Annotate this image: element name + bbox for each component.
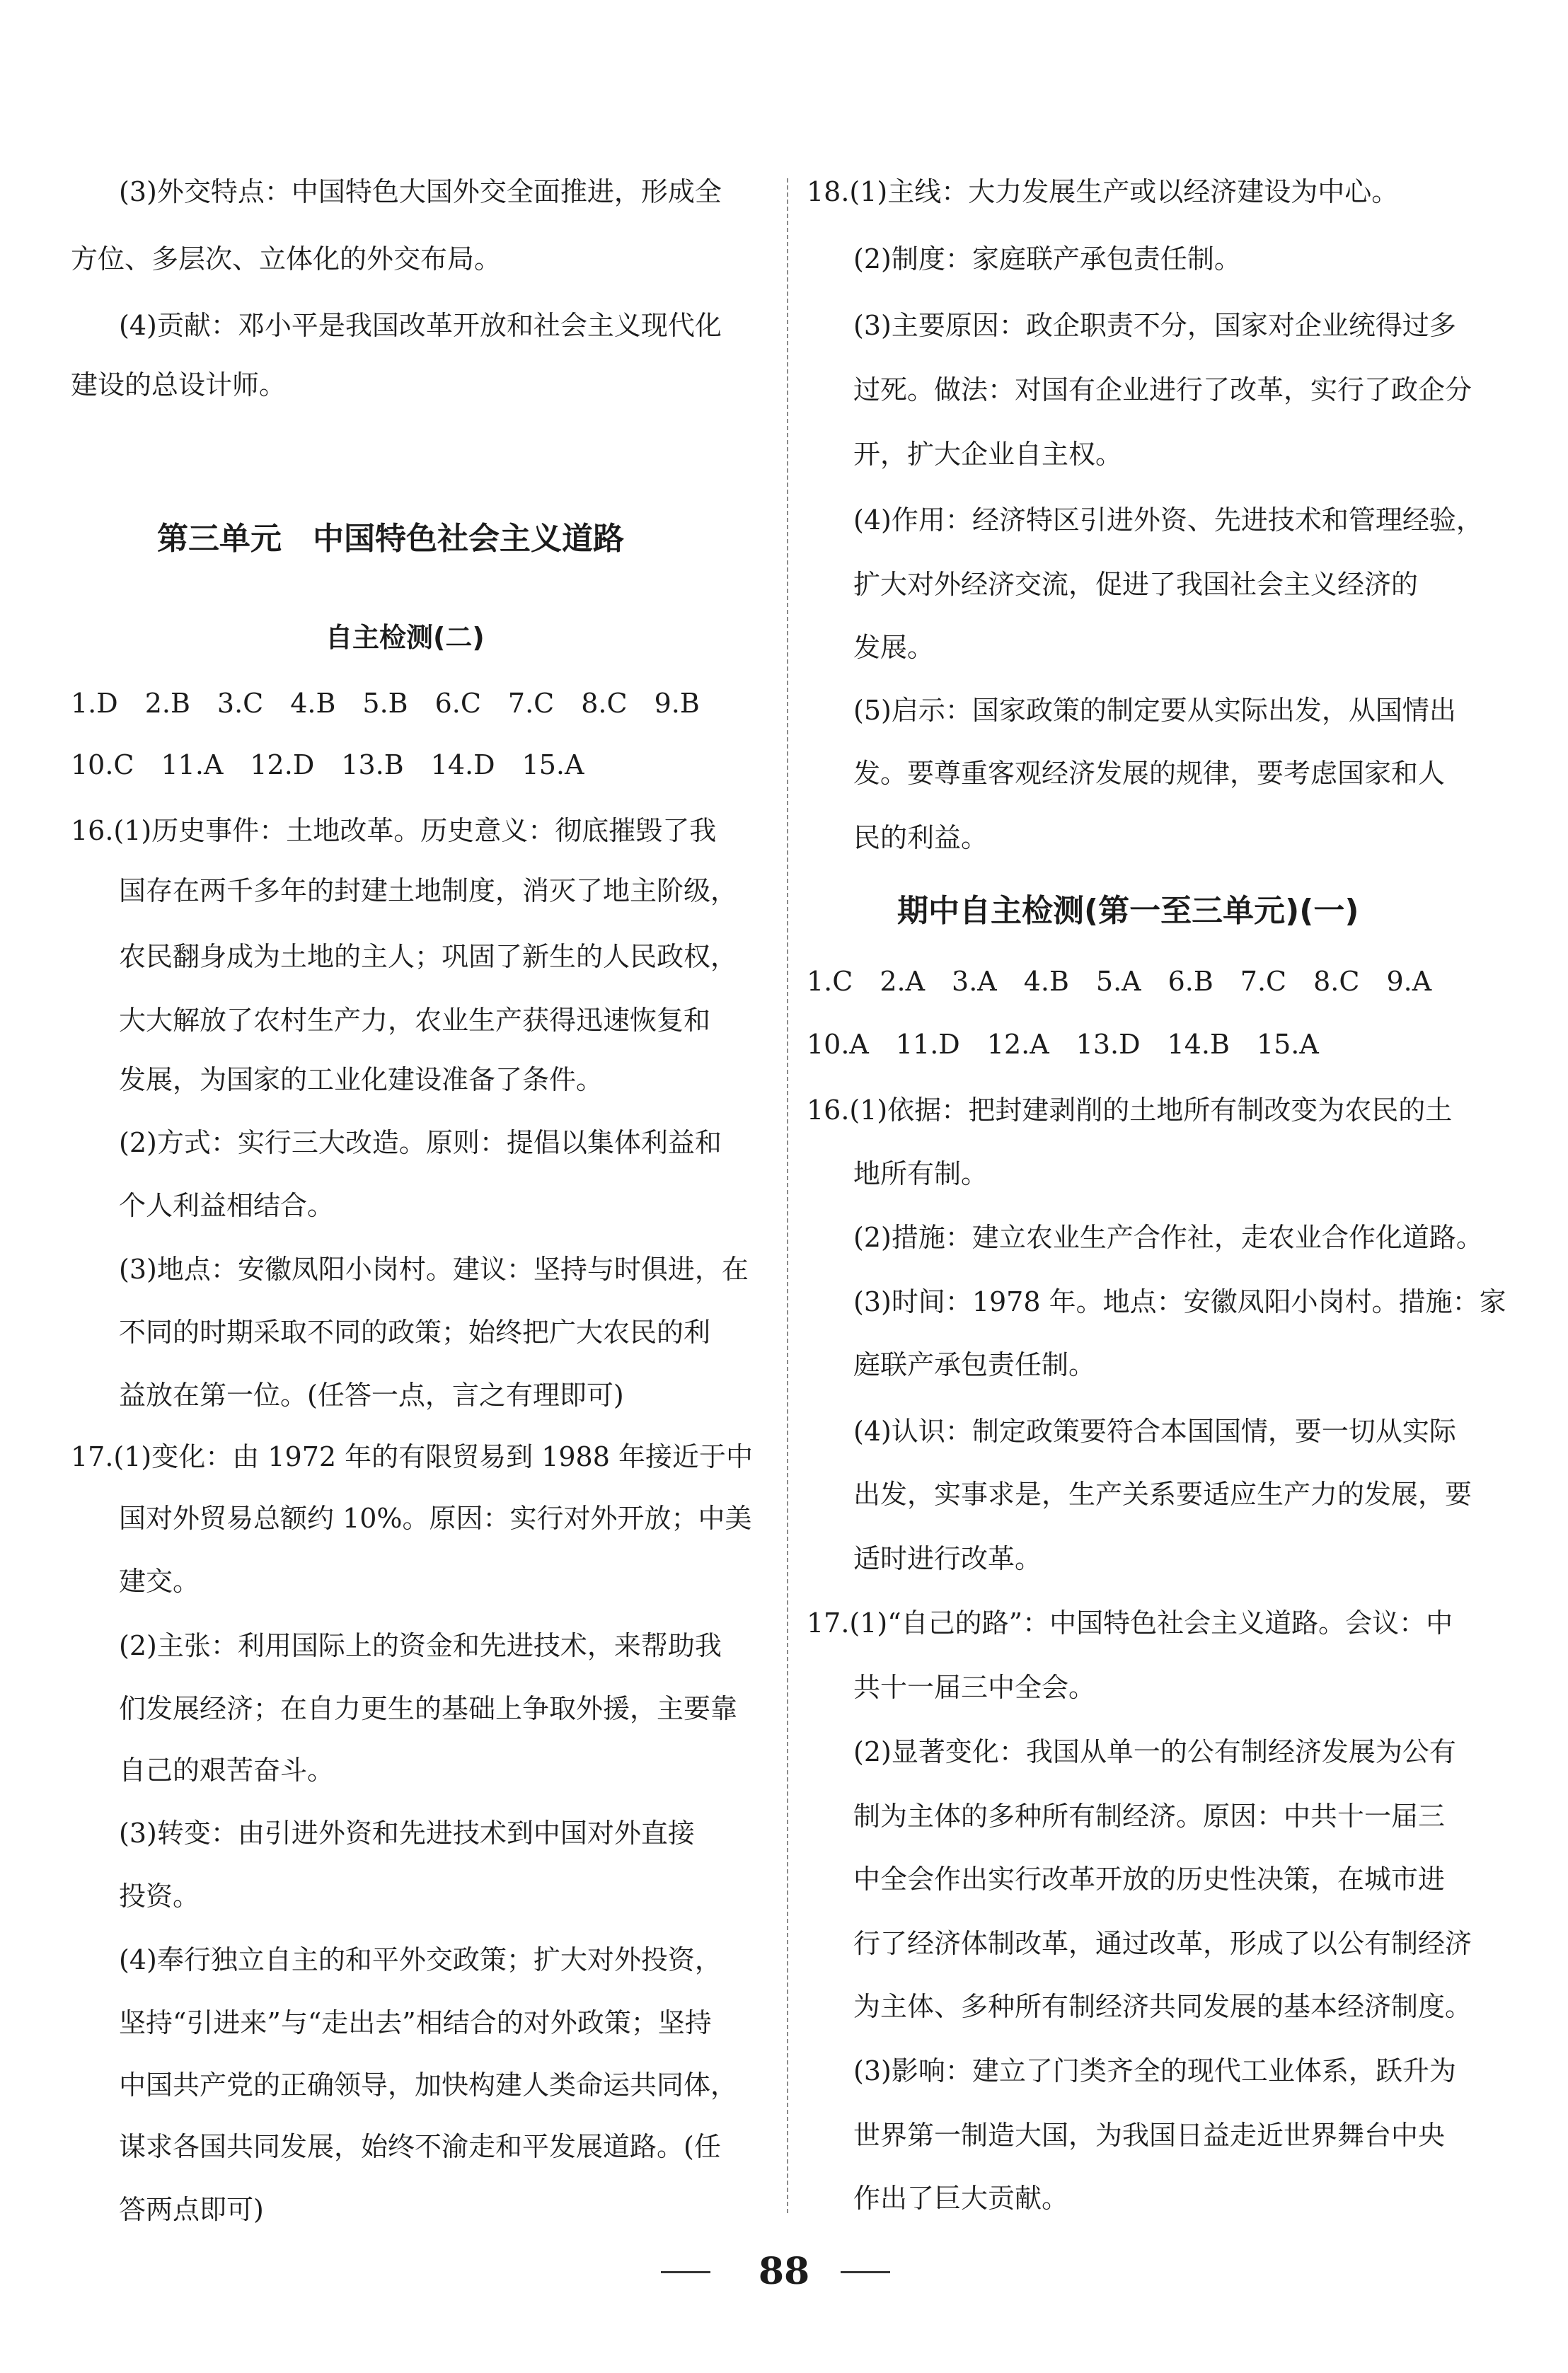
text-line: (3)主要原因：政企职责不分，国家对企业统得过多 [853,310,1456,341]
text-line: (2)制度：家庭联产承包责任制。 [853,243,1241,275]
text-line: 出发，实事求是，生产关系要适应生产力的发展，要 [853,1479,1472,1510]
text-line: 发。要尊重客观经济发展的规律，要考虑国家和人 [853,758,1446,789]
text-line: 17.(1)变化：由 1972 年的有限贸易到 1988 年接近于中 [71,1441,753,1472]
column-divider [787,178,788,2213]
text-line: 世界第一制造大国，为我国日益走近世界舞台中央 [853,2120,1446,2151]
text-line: 民的利益。 [853,822,988,853]
text-line: 开，扩大企业自主权。 [853,439,1123,470]
text-line: 18.(1)主线：大力发展生产或以经济建设为中心。 [807,176,1399,207]
text-line: 们发展经济；在自力更生的基础上争取外援，主要靠 [119,1693,738,1724]
text-line: 为主体、多种所有制经济共同发展的基本经济制度。 [853,1991,1472,2022]
text-line: (4)作用：经济特区引进外资、先进技术和管理经验， [853,504,1483,536]
answer-line: 10.A 11.D 12.A 13.D 14.B 15.A [807,1029,1319,1060]
text-line: 作出了巨大贡献。 [853,2183,1069,2214]
text-line: 建设的总设计师。 [71,369,287,400]
text-line: (3)外交特点：中国特色大国外交全面推进，形成全 [119,176,722,207]
text-line: (2)显著变化：我国从单一的公有制经济发展为公有 [853,1736,1456,1767]
text-line: (4)认识：制定政策要符合本国国情，要一切从实际 [853,1416,1456,1447]
text-line: 大大解放了农村生产力，农业生产获得迅速恢复和 [119,1005,711,1036]
text-line: 适时进行改革。 [853,1543,1042,1574]
text-line: 个人利益相结合。 [119,1190,335,1221]
text-line: 不同的时期采取不同的政策；始终把广大农民的利 [119,1317,711,1348]
page-footer [0,2250,1568,2306]
text-line: 行了经济体制改革，通过改革，形成了以公有制经济 [853,1928,1472,1959]
unit-title: 第三单元 中国特色社会主义道路 [157,521,624,557]
text-line: 扩大对外经济交流，促进了我国社会主义经济的 [853,569,1419,600]
text-line: 国对外贸易总额约 10%。原因：实行对外开放；中美 [119,1503,752,1534]
text-line: 16.(1)依据：把封建剥削的土地所有制改变为农民的土 [807,1095,1453,1126]
text-line: 方位、多层次、立体化的外交布局。 [71,243,502,275]
text-line: 制为主体的多种所有制经济。原因：中共十一届三 [853,1801,1446,1832]
text-line: (2)主张：利用国际上的资金和先进技术，来帮助我 [119,1630,722,1661]
text-line: 17.(1)“自己的路”：中国特色社会主义道路。会议：中 [807,1607,1453,1639]
text-line: (4)贡献：邓小平是我国改革开放和社会主义现代化 [119,310,722,341]
answer-line: 10.C 11.A 12.D 13.B 14.D 15.A [71,749,584,780]
text-line: 益放在第一位。(任答一点，言之有理即可) [119,1380,624,1411]
text-line: 16.(1)历史事件：土地改革。历史意义：彻底摧毁了我 [71,815,717,846]
text-line: (3)地点：安徽凤阳小岗村。建议：坚持与时俱进，在 [119,1254,749,1285]
text-line: 中国共产党的正确领导，加快构建人类命运共同体， [119,2069,738,2101]
text-line: 建交。 [119,1566,200,1597]
answer-line: 1.C 2.A 3.A 4.B 5.A 6.B 7.C 8.C 9.A [807,966,1432,997]
text-line: 发展，为国家的工业化建设准备了条件。 [119,1064,604,1095]
text-line: (3)时间：1978 年。地点：安徽凤阳小岗村。措施：家 [853,1286,1506,1317]
text-line: 发展。 [853,632,935,663]
text-line: 自己的艰苦奋斗。 [119,1755,335,1786]
text-line: 共十一届三中全会。 [853,1672,1096,1703]
section-title: 期中自主检测(第一至三单元)(一) [897,893,1359,929]
page-number: 88 [758,2250,810,2293]
section-title: 自主检测(二) [325,622,485,653]
text-line: 答两点即可) [119,2194,264,2225]
text-line: (2)措施：建立农业生产合作社，走农业合作化道路。 [853,1222,1483,1253]
text-line: 中全会作出实行改革开放的历史性决策，在城市进 [853,1864,1446,1895]
text-line: 地所有制。 [853,1158,988,1189]
footer-dash-left [661,2271,710,2273]
text-line: (3)影响：建立了门类齐全的现代工业体系，跃升为 [853,2055,1456,2086]
text-line: 庭联产承包责任制。 [853,1349,1096,1380]
text-line: (3)转变：由引进外资和先进技术到中国对外直接 [119,1818,695,1849]
text-line: 国存在两千多年的封建土地制度，消灭了地主阶级， [119,875,738,906]
text-line: 投资。 [119,1881,200,1912]
text-line: 坚持“引进来”与“走出去”相结合的对外政策；坚持 [119,2007,712,2038]
footer-dash-right [841,2271,890,2273]
text-line: (2)方式：实行三大改造。原则：提倡以集体利益和 [119,1127,722,1158]
text-line: (5)启示：国家政策的制定要从实际出发，从国情出 [853,695,1456,726]
answer-line: 1.D 2.B 3.C 4.B 5.B 6.C 7.C 8.C 9.B [71,688,700,719]
text-line: (4)奉行独立自主的和平外交政策；扩大对外投资， [119,1944,722,1975]
text-line: 农民翻身成为土地的主人；巩固了新生的人民政权， [119,941,738,972]
text-line: 过死。做法：对国有企业进行了改革，实行了政企分 [853,374,1472,405]
text-line: 谋求各国共同发展，始终不渝走和平发展道路。(任 [119,2131,721,2162]
